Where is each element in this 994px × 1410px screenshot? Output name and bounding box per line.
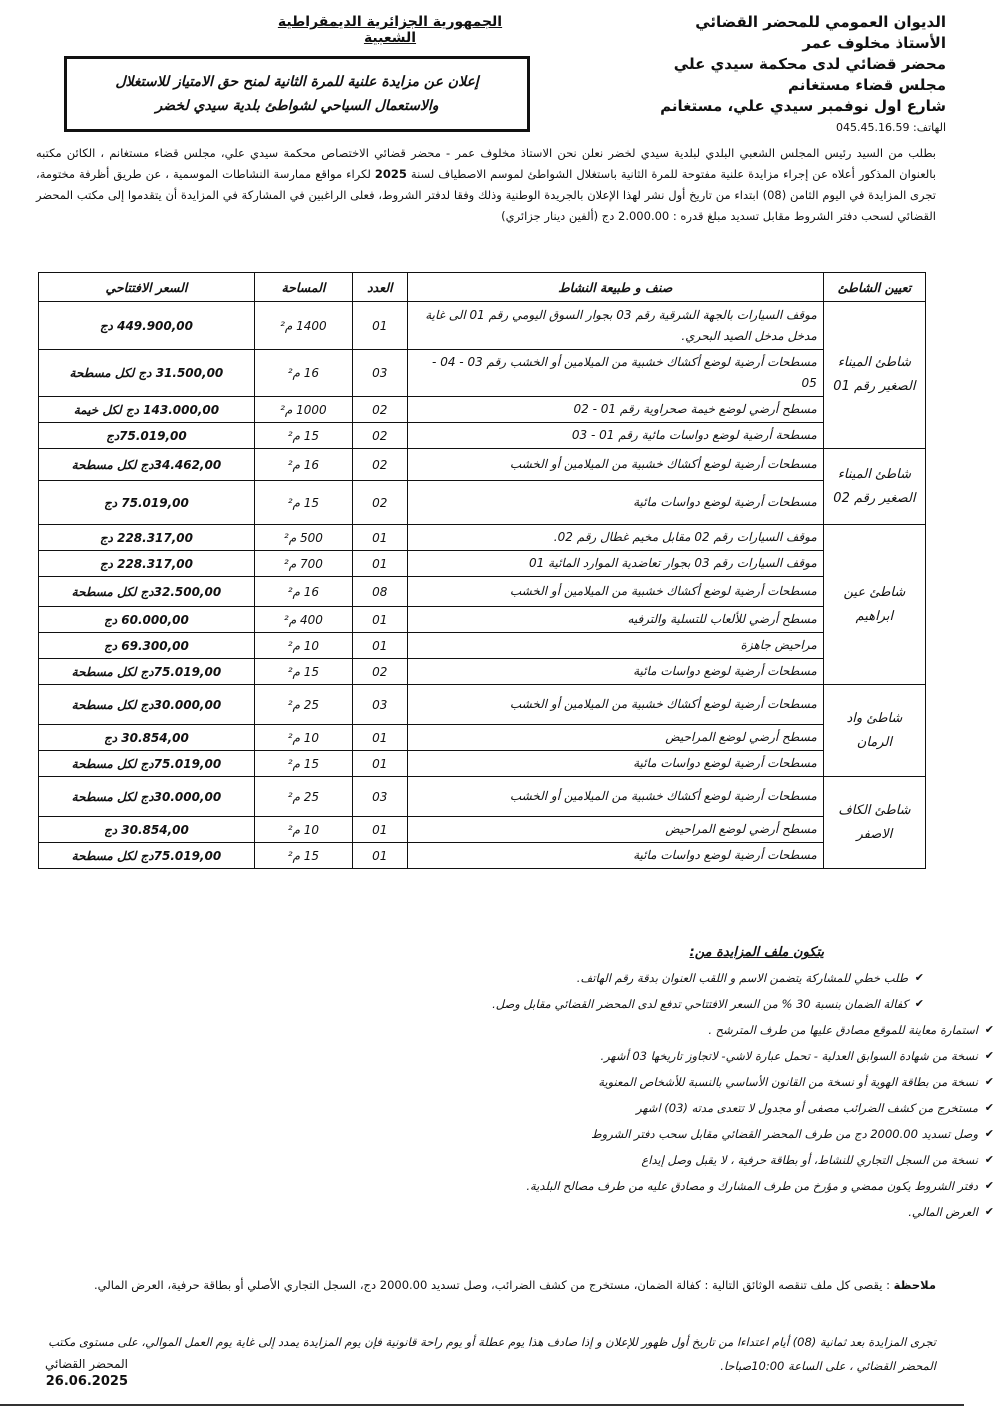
area-cell: 10 م² bbox=[254, 725, 352, 751]
area-cell: 1400 م² bbox=[254, 302, 352, 350]
beach-name: شاطئ الميناء الصغير رقم 01 bbox=[823, 302, 925, 449]
docs-list bbox=[64, 970, 978, 1220]
price-cell: 75.019,00 دج bbox=[39, 481, 255, 525]
intro-part1: بطلب من السيد رئيس المجلس الشعبي البلدي لبلدية سيدي لخضر نعلن نحن الاستاذ مخلوف عمر - محضر قضائي الاختصاص محكمة سيدي علي، مجلس قضاء مستغانم ، الكائن مكتبه بالعنوان المذكور أعلاه عن إجراء مزايدة علنية مفتوحة للمرة الثانية باستغلال الشواطئ لموسم الاصطياف لسنة bbox=[36, 146, 936, 181]
price-cell: 60.000,00 دج bbox=[39, 607, 255, 633]
activity-cell: موقف السيارات رقم 03 بجوار تعاضدية الموارد المائية 01 bbox=[407, 551, 823, 577]
doc-item: ✔ استمارة معاينة للموقع مصادق عليها من طرف المترشح . bbox=[64, 1022, 994, 1038]
intro-paragraph bbox=[36, 143, 936, 227]
office-line: الأستاذ مخلوف عمر bbox=[802, 34, 946, 52]
activity-cell: مسطحات أرضية لوضع دواسات مائية bbox=[407, 751, 823, 777]
area-cell: 15 م² bbox=[254, 423, 352, 449]
activity-cell: مسطحات أرضية لوضع أكشاك خشبية من الميلامين أو الخشب bbox=[407, 685, 823, 725]
price-cell: 75.019,00دج لكل مسطحة bbox=[39, 751, 255, 777]
doc-item: ✔ دفتر الشروط يكون ممضي و مؤرخ من طرف المشارك و مصادق عليه من طرف مصالح البلدية. bbox=[64, 1178, 994, 1194]
header-area: المساحة bbox=[254, 273, 352, 302]
count-cell: 01 bbox=[352, 817, 407, 843]
signature-title: المحضر القضائي bbox=[45, 1357, 128, 1371]
table-row bbox=[39, 751, 926, 777]
price-cell: 31.500,00 دج لكل مسطحة bbox=[39, 350, 255, 397]
office-line: الديوان العمومي للمحضر القضائي bbox=[695, 13, 946, 31]
price-cell: 75.019,00دج لكل مسطحة bbox=[39, 659, 255, 685]
price-cell: 449.900,00 دج bbox=[39, 302, 255, 350]
area-cell: 15 م² bbox=[254, 751, 352, 777]
activity-cell: مسطح أرضي لوضع المراحيض bbox=[407, 725, 823, 751]
table-row bbox=[39, 350, 926, 397]
table-row bbox=[39, 843, 926, 869]
intro-part2: لكراء مواقع ممارسة النشاطات الموسمية ، عن طريق أظرفة مختومة، تجرى المزايدة في اليوم الثامن (08) ابتداء من تاريخ أول نشر لهذا الإعلان بالجريدة الوطنية وذلك وفقا لدفتر الشروط، فعلى الراغبين في المشاركة في المزايدة أن يتقدموا إلى مكتب المحضر القضائي لسحب دفتر الشروط مقابل تسديد مبلغ قدره : 2.000.00 دج (ألفين دينار جزائري) bbox=[36, 167, 936, 223]
beach-name: شاطئ عين ابراهيم bbox=[823, 525, 925, 685]
count-cell: 01 bbox=[352, 725, 407, 751]
office-line: محضر قضائي لدى محكمة سيدي علي bbox=[673, 55, 946, 73]
activity-cell: مسطح أرضي لوضع المراحيض bbox=[407, 817, 823, 843]
notice-title-line2: والاستعمال السياحي لشواطئ بلدية سيدي لخضر bbox=[155, 98, 439, 114]
bottom-divider bbox=[0, 1404, 964, 1406]
table-row bbox=[39, 481, 926, 525]
intro-year: 2025 bbox=[374, 167, 407, 181]
table-row bbox=[39, 423, 926, 449]
table-row bbox=[39, 817, 926, 843]
table-header-row bbox=[39, 273, 926, 302]
count-cell: 01 bbox=[352, 607, 407, 633]
header-count: العدد bbox=[352, 273, 407, 302]
doc-item: ✔ نسخة من شهادة السوابق العدلية - تحمل عبارة لاشي- لاتجاوز تاريخها 03 أشهر. bbox=[64, 1048, 994, 1064]
note-paragraph bbox=[36, 1272, 936, 1298]
office-line: شارع اول نوفمبر سيدي علي، مستغانم bbox=[660, 97, 946, 115]
activity-cell: مسطحات أرضية لوضع أكشاك خشبية من الميلامين أو الخشب bbox=[407, 449, 823, 481]
area-cell: 400 م² bbox=[254, 607, 352, 633]
price-cell: 143.000,00 دج لكل خيمة bbox=[39, 397, 255, 423]
header-beach: تعيين الشاطئ bbox=[823, 273, 925, 302]
area-cell: 15 م² bbox=[254, 481, 352, 525]
area-cell: 1000 م² bbox=[254, 397, 352, 423]
price-cell: 30.854,00 دج bbox=[39, 725, 255, 751]
table-row bbox=[39, 633, 926, 659]
count-cell: 02 bbox=[352, 659, 407, 685]
area-cell: 700 م² bbox=[254, 551, 352, 577]
area-cell: 15 م² bbox=[254, 659, 352, 685]
price-cell: 228.317,00 دج bbox=[39, 525, 255, 551]
notice-title-line1: إعلان عن مزايدة علنية للمرة الثانية لمنح حق الامتياز للاستغلال bbox=[115, 74, 479, 90]
doc-item: ✔ مستخرج من كشف الضرائب مصفى أو مجدول لا تتعدى مدته (03) اشهر bbox=[64, 1100, 994, 1116]
price-cell: 32.500,00دج لكل مسطحة bbox=[39, 577, 255, 607]
table-row bbox=[39, 397, 926, 423]
signature-block bbox=[18, 1356, 128, 1390]
area-cell: 16 م² bbox=[254, 350, 352, 397]
price-cell: 228.317,00 دج bbox=[39, 551, 255, 577]
signature-date: 26.06.2025 bbox=[45, 1374, 128, 1389]
footer-note: تجرى المزايدة بعد ثمانية (08) أيام اعتداءا من تاريخ أول ظهور للإعلان و إذا صادف هذا يوم عطلة أو يوم راحة قانونية فإن يوم المزايدة يمدد إلى غاية يوم العمل الموالي، على مستوى مكتب المحضر القضائي ، على الساعة 10:00صباحا. bbox=[48, 1335, 936, 1373]
activity-cell: موقف السيارات رقم 02 مقابل مخيم غطال رقم 02. bbox=[407, 525, 823, 551]
docs-title: يتكون ملف المزايدة من: bbox=[689, 945, 824, 960]
header-price: السعر الافتتاحي bbox=[39, 273, 255, 302]
beach-name: شاطئ الكاف الاصفر bbox=[823, 777, 925, 869]
office-line: مجلس قضاء مستغانم bbox=[788, 76, 946, 94]
table-body bbox=[39, 302, 926, 869]
price-cell: 75.019,00دج bbox=[39, 423, 255, 449]
beach-name: شاطئ الميناء الصغير رقم 02 bbox=[823, 449, 925, 525]
area-cell: 25 م² bbox=[254, 777, 352, 817]
count-cell: 01 bbox=[352, 525, 407, 551]
table-row bbox=[39, 302, 926, 350]
doc-item: ✔ نسخة من بطاقة الهوية أو نسخة من القانون الأساسي بالنسبة للأشخاص المعنوية bbox=[64, 1074, 994, 1090]
table-row bbox=[39, 449, 926, 481]
count-cell: 03 bbox=[352, 685, 407, 725]
area-cell: 15 م² bbox=[254, 843, 352, 869]
doc-item: ✔ وصل تسديد 2000.00 دج من طرف المحضر القضائي مقابل سحب دفتر الشروط bbox=[64, 1126, 994, 1142]
activity-cell: مسطحات أرضية لوضع أكشاك خشبية من الميلامين أو الخشب bbox=[407, 777, 823, 817]
count-cell: 01 bbox=[352, 302, 407, 350]
area-cell: 500 م² bbox=[254, 525, 352, 551]
count-cell: 01 bbox=[352, 633, 407, 659]
count-cell: 02 bbox=[352, 423, 407, 449]
price-cell: 69.300,00 دج bbox=[39, 633, 255, 659]
count-cell: 01 bbox=[352, 843, 407, 869]
table-row bbox=[39, 525, 926, 551]
count-cell: 03 bbox=[352, 777, 407, 817]
auction-table bbox=[38, 272, 926, 869]
note-text: : يقصى كل ملف تنقصه الوثائق التالية : كفالة الضمان، مستخرج من كشف الضرائب، وصل تسديد 2000.00 دج، السجل التجاري الأصلي أو بطاقة حرفية، العرض المالي. bbox=[94, 1278, 894, 1292]
office-phone: الهاتف: 045.45.16.59 bbox=[836, 121, 946, 134]
activity-cell: موقف السيارات بالجهة الشرقية رقم 03 بجوار السوق اليومي رقم 01 الى غاية مدخل مدخل الصيد البحري. bbox=[407, 302, 823, 350]
notice-title-box bbox=[64, 56, 530, 132]
price-cell: 30.000,00دج لكل مسطحة bbox=[39, 777, 255, 817]
beach-name: شاطئ واد الرمان bbox=[823, 685, 925, 777]
count-cell: 02 bbox=[352, 449, 407, 481]
activity-cell: مسطح أرضي لوضع خيمة صحراوية رقم 01 - 02 bbox=[407, 397, 823, 423]
area-cell: 10 م² bbox=[254, 817, 352, 843]
activity-cell: مسطحات أرضية لوضع أكشاك خشبية من الميلامين أو الخشب رقم 03 - 04 - 05 bbox=[407, 350, 823, 397]
table-row bbox=[39, 659, 926, 685]
table-row bbox=[39, 725, 926, 751]
doc-item: ✔ العرض المالي. bbox=[64, 1204, 994, 1220]
count-cell: 08 bbox=[352, 577, 407, 607]
table-row bbox=[39, 607, 926, 633]
doc-item: ✔ نسخة من السجل التجاري للنشاط، أو بطاقة حرفية ، لا يقبل وصل إيداع bbox=[64, 1152, 994, 1168]
table-row bbox=[39, 777, 926, 817]
price-cell: 30.854,00 دج bbox=[39, 817, 255, 843]
area-cell: 10 م² bbox=[254, 633, 352, 659]
count-cell: 01 bbox=[352, 551, 407, 577]
table-row bbox=[39, 577, 926, 607]
area-cell: 25 م² bbox=[254, 685, 352, 725]
price-cell: 75.019,00دج لكل مسطحة bbox=[39, 843, 255, 869]
activity-cell: مسطحات أرضية لوضع أكشاك خشبية من الميلامين أو الخشب bbox=[407, 577, 823, 607]
table-row bbox=[39, 551, 926, 577]
activity-cell: مسطحات أرضية لوضع دواسات مائية bbox=[407, 843, 823, 869]
activity-cell: مراحيض جاهزة bbox=[407, 633, 823, 659]
doc-item: ✔ كفالة الضمان بنسبة 30 % من السعر الافتتاحي تدفع لدى المحضر القضائي مقابل وصل. bbox=[64, 996, 924, 1012]
count-cell: 02 bbox=[352, 481, 407, 525]
activity-cell: مسطحات أرضية لوضع دواسات مائية bbox=[407, 659, 823, 685]
activity-cell: مسطح أرضي للألعاب للتسلية والترفيه bbox=[407, 607, 823, 633]
area-cell: 16 م² bbox=[254, 577, 352, 607]
price-cell: 34.462,00دج لكل مسطحة bbox=[39, 449, 255, 481]
note-label: ملاحظة bbox=[893, 1278, 936, 1292]
table-row bbox=[39, 685, 926, 725]
count-cell: 01 bbox=[352, 751, 407, 777]
header-activity: صنف و طبيعة النشاط bbox=[407, 273, 823, 302]
activity-cell: مسطحة أرضية لوضع دواسات مائية رقم 01 - 03 bbox=[407, 423, 823, 449]
activity-cell: مسطحات أرضية لوضع دواسات مائية bbox=[407, 481, 823, 525]
office-header bbox=[596, 12, 946, 138]
price-cell: 30.000,00دج لكل مسطحة bbox=[39, 685, 255, 725]
count-cell: 02 bbox=[352, 397, 407, 423]
doc-item: ✔ طلب خطي للمشاركة يتضمن الاسم و اللقب العنوان بدقة رقم الهاتف. bbox=[64, 970, 924, 986]
area-cell: 16 م² bbox=[254, 449, 352, 481]
republic-title: الجمهورية الجزائرية الديمقراطية الشعبية bbox=[277, 14, 503, 46]
count-cell: 03 bbox=[352, 350, 407, 397]
